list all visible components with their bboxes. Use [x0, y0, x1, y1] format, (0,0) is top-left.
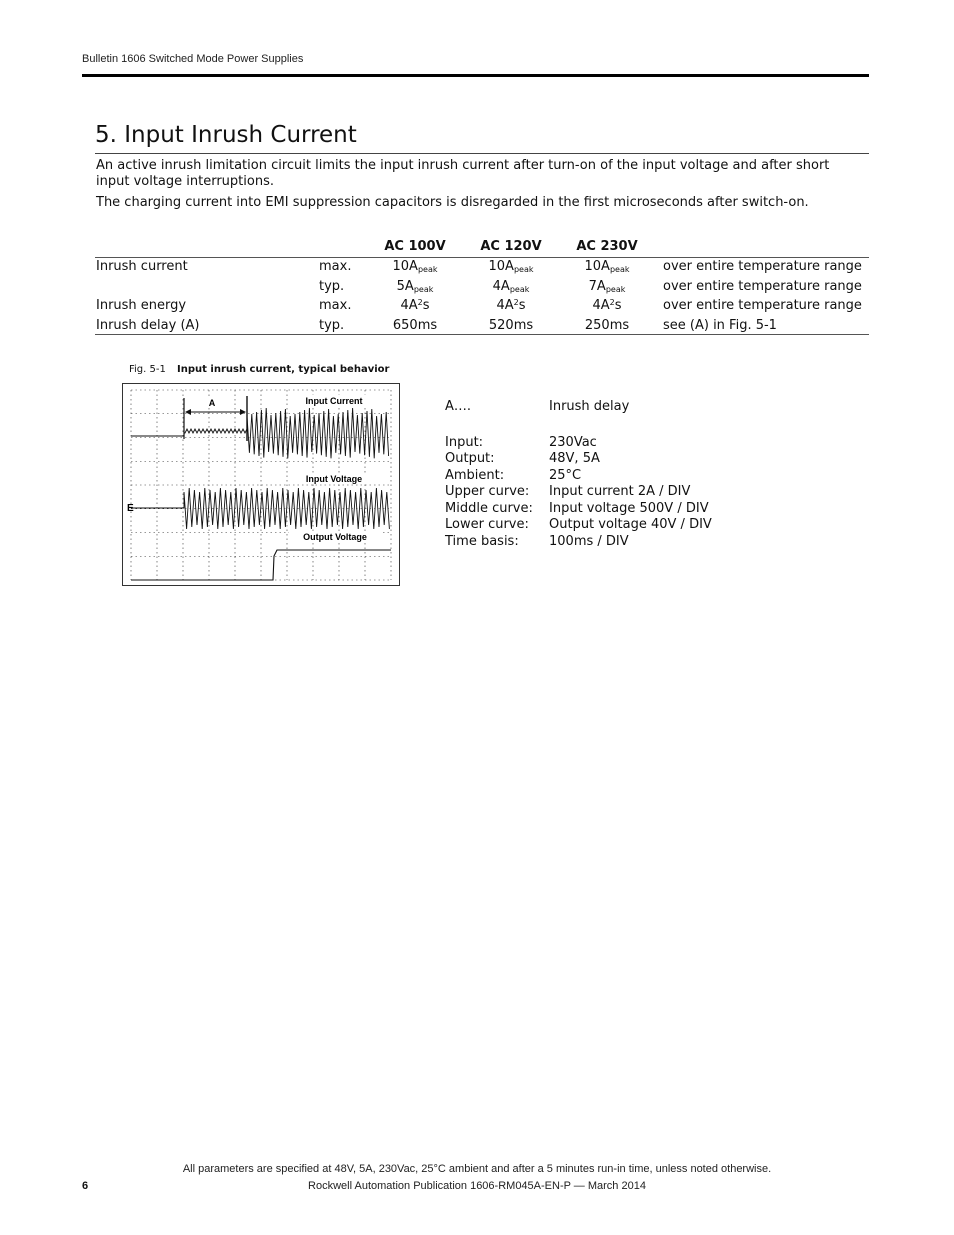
spec-table-header: [95, 238, 869, 258]
legend-key: Upper curve:: [445, 484, 530, 499]
note: over entire temperature range: [663, 298, 862, 313]
value-ac100: $4A^2s$: [400, 298, 430, 313]
condition: max.: [319, 259, 352, 274]
condition: typ.: [319, 278, 345, 294]
value-ac230: 250ms: [584, 317, 630, 333]
header-rule: [82, 74, 869, 77]
value-ac120: $10A_{peak}$: [488, 259, 534, 274]
intro-paragraph: An active inrush limitation circuit limits the input inrush current after turn-on of the input voltage and after short input voltage interruptions.: [96, 158, 830, 189]
middle-curve-label: Input Voltage: [305, 474, 363, 484]
figure-number: Fig. 5-1: [129, 364, 166, 375]
value-ac120: 520ms: [488, 317, 534, 333]
value-ac100: $5A_{peak}$: [396, 278, 434, 294]
table-row: [95, 258, 869, 278]
header-ac100: AC 100V: [384, 239, 446, 254]
legend-value: Input voltage 500V / DIV: [549, 500, 709, 516]
figure-title: Input inrush current, typical behavior: [177, 364, 390, 375]
value-ac230: $4A^2s$: [592, 298, 622, 313]
legend-value: 48V, 5A: [549, 451, 600, 466]
table-bottom-rule: [95, 334, 869, 335]
legend-value: 230Vac: [549, 434, 597, 450]
legend-key: A….: [445, 399, 472, 414]
emi-paragraph: The charging current into EMI suppression capacitors is disregarded in the first microseconds after switch-on.: [96, 195, 809, 210]
oscilloscope-plot: [122, 383, 400, 586]
note: over entire temperature range: [663, 259, 862, 274]
legend-value: Input current 2A / DIV: [549, 484, 691, 499]
upper-curve-label: Input Current: [305, 396, 363, 406]
param-label: Inrush energy: [96, 298, 187, 313]
value-ac120: $4A^2s$: [496, 298, 526, 313]
param-label: Inrush delay (A): [96, 317, 200, 333]
title-rule: [95, 153, 869, 154]
input-voltage-trace: [131, 488, 389, 529]
legend-value: Output voltage 40V / DIV: [549, 517, 712, 532]
value-ac120: $4A_{peak}$: [492, 278, 530, 294]
table-row: [95, 278, 869, 298]
table-row: [95, 297, 869, 317]
footer-publication: Rockwell Automation Publication 1606-RM045A-EN-P — March 2014: [308, 1180, 646, 1192]
legend-key: Output:: [445, 451, 495, 466]
svg-text:E: E: [127, 503, 134, 514]
value-ac230: $7A_{peak}$: [588, 278, 626, 294]
value-ac100: 650ms: [392, 317, 438, 333]
value-ac100: $10A_{peak}$: [392, 259, 438, 274]
arrow-right-head: [240, 409, 246, 415]
page-number: 6: [82, 1180, 89, 1192]
legend-key: Time basis:: [445, 533, 519, 549]
legend-key: Lower curve:: [445, 517, 529, 532]
page-header: Bulletin 1606 Switched Mode Power Supplies: [82, 53, 304, 65]
header-ac230: AC 230V: [576, 239, 638, 254]
legend-value: 100ms / DIV: [549, 533, 629, 549]
scope-svg: [123, 384, 399, 585]
section-title: 5. Input Inrush Current: [95, 122, 357, 148]
lower-curve-label: Output Voltage: [303, 532, 367, 542]
note: over entire temperature range: [663, 278, 862, 294]
legend-key: Ambient:: [445, 467, 505, 483]
legend-key: Input:: [445, 434, 484, 450]
param-label: Inrush current: [96, 259, 188, 274]
legend-value: Inrush delay: [549, 399, 630, 414]
note: see (A) in Fig. 5-1: [663, 317, 777, 333]
condition: typ.: [319, 317, 345, 333]
condition: max.: [319, 298, 352, 313]
header-ac120: AC 120V: [480, 239, 542, 254]
input-current-trace: [131, 408, 389, 458]
arrow-left-head: [185, 409, 191, 415]
figure-caption: [129, 364, 389, 375]
legend-key: Middle curve:: [445, 500, 533, 516]
legend-value: 25°C: [549, 467, 582, 483]
footer-note: All parameters are specified at 48V, 5A, 230Vac, 25°C ambient and after a 5 minutes run-in time, unless noted otherwise.: [182, 1163, 772, 1175]
value-ac230: $10A_{peak}$: [584, 259, 630, 274]
inrush-spec-table: [95, 238, 869, 336]
marker-a-label: A: [208, 398, 216, 408]
